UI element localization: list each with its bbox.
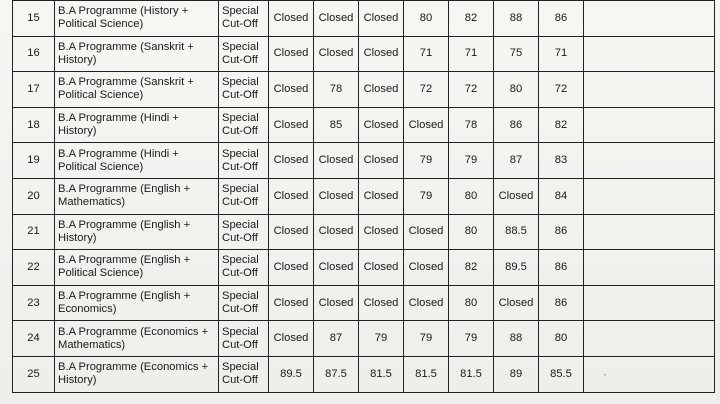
category-cell: Special Cut-Off (219, 72, 269, 108)
table-row (13, 1, 715, 37)
cutoff-value-cell: 82 (539, 107, 584, 143)
empty-cell (584, 143, 715, 179)
cutoff-value-cell: Closed (359, 285, 404, 321)
cutoff-value-cell: 86 (539, 1, 584, 37)
cutoff-value-cell: Closed (359, 107, 404, 143)
course-name-cell: B.A Programme (Economics + Mathematics) (55, 321, 219, 357)
empty-cell (584, 214, 715, 250)
margin-mark: ʼ (604, 373, 606, 383)
cutoff-value-cell: 80 (539, 321, 584, 357)
cutoff-value-cell: 85 (314, 107, 359, 143)
cutoff-value-cell: Closed (269, 143, 314, 179)
cutoff-value-cell: 85.5 (539, 356, 584, 392)
course-name-cell: B.A Programme (Hindi + History) (55, 107, 219, 143)
cutoff-value-cell: Closed (404, 214, 449, 250)
cutoff-value-cell: Closed (269, 178, 314, 214)
cutoff-value-cell: 71 (449, 36, 494, 72)
serial-number-cell: 19 (13, 143, 55, 179)
category-cell: Special Cut-Off (219, 321, 269, 357)
empty-cell (584, 1, 715, 37)
empty-cell (584, 285, 715, 321)
cutoff-value-cell: Closed (269, 285, 314, 321)
course-name-cell: B.A Programme (Economics + History) (55, 356, 219, 392)
cutoff-value-cell: 88 (494, 1, 539, 37)
cutoff-value-cell: Closed (404, 285, 449, 321)
serial-number-cell: 22 (13, 250, 55, 286)
table-row (13, 250, 715, 286)
cutoff-value-cell: Closed (269, 1, 314, 37)
cutoff-value-cell: 86 (539, 250, 584, 286)
cutoff-value-cell: 81.5 (404, 356, 449, 392)
cutoff-table-body (13, 1, 715, 393)
cutoff-value-cell: Closed (269, 36, 314, 72)
category-cell: Special Cut-Off (219, 36, 269, 72)
cutoff-table (12, 0, 715, 393)
cutoff-value-cell: 88 (494, 321, 539, 357)
cutoff-value-cell: Closed (494, 178, 539, 214)
serial-number-cell: 16 (13, 36, 55, 72)
cutoff-value-cell: Closed (494, 285, 539, 321)
empty-cell (584, 107, 715, 143)
cutoff-value-cell: Closed (269, 107, 314, 143)
cutoff-value-cell: Closed (359, 1, 404, 37)
serial-number-cell: 25 (13, 356, 55, 392)
course-name-cell: B.A Programme (English + Mathematics) (55, 178, 219, 214)
cutoff-value-cell: 89.5 (269, 356, 314, 392)
serial-number-cell: 20 (13, 178, 55, 214)
cutoff-value-cell: 80 (404, 1, 449, 37)
cutoff-value-cell: Closed (269, 214, 314, 250)
empty-cell (584, 250, 715, 286)
cutoff-value-cell: 72 (539, 72, 584, 108)
cutoff-value-cell: 81.5 (449, 356, 494, 392)
category-cell: Special Cut-Off (219, 356, 269, 392)
cutoff-value-cell: Closed (314, 178, 359, 214)
cutoff-value-cell: Closed (314, 214, 359, 250)
cutoff-value-cell: 72 (404, 72, 449, 108)
cutoff-value-cell: 89.5 (494, 250, 539, 286)
serial-number-cell: 24 (13, 321, 55, 357)
cutoff-value-cell: 87 (314, 321, 359, 357)
course-name-cell: B.A Programme (History + Political Science) (55, 1, 219, 37)
cutoff-value-cell: Closed (314, 285, 359, 321)
empty-cell (584, 36, 715, 72)
course-name-cell: B.A Programme (Sanskrit + History) (55, 36, 219, 72)
cutoff-value-cell: 79 (359, 321, 404, 357)
category-cell: Special Cut-Off (219, 285, 269, 321)
cutoff-value-cell: Closed (269, 321, 314, 357)
cutoff-value-cell: 89 (494, 356, 539, 392)
cutoff-value-cell: 79 (404, 178, 449, 214)
cutoff-value-cell: 82 (449, 1, 494, 37)
table-row (13, 178, 715, 214)
category-cell: Special Cut-Off (219, 250, 269, 286)
cutoff-value-cell: 71 (404, 36, 449, 72)
cutoff-value-cell: 79 (404, 321, 449, 357)
table-row (13, 356, 715, 392)
cutoff-value-cell: 79 (449, 143, 494, 179)
cutoff-value-cell: 86 (494, 107, 539, 143)
cutoff-value-cell: Closed (359, 250, 404, 286)
table-row (13, 107, 715, 143)
cutoff-value-cell: 87.5 (314, 356, 359, 392)
cutoff-value-cell: 79 (404, 143, 449, 179)
cutoff-value-cell: 84 (539, 178, 584, 214)
cutoff-value-cell: Closed (314, 143, 359, 179)
category-cell: Special Cut-Off (219, 178, 269, 214)
cutoff-value-cell: 80 (449, 178, 494, 214)
cutoff-value-cell: 86 (539, 214, 584, 250)
cutoff-value-cell: 80 (449, 214, 494, 250)
serial-number-cell: 21 (13, 214, 55, 250)
empty-cell (584, 178, 715, 214)
cutoff-value-cell: Closed (404, 250, 449, 286)
cutoff-value-cell: Closed (269, 250, 314, 286)
empty-cell (584, 321, 715, 357)
cutoff-value-cell: 71 (539, 36, 584, 72)
course-name-cell: B.A Programme (English + Economics) (55, 285, 219, 321)
cutoff-value-cell: 75 (494, 36, 539, 72)
course-name-cell: B.A Programme (English + Political Science) (55, 250, 219, 286)
cutoff-value-cell: 82 (449, 250, 494, 286)
cutoff-value-cell: Closed (359, 214, 404, 250)
empty-cell (584, 72, 715, 108)
table-row (13, 214, 715, 250)
category-cell: Special Cut-Off (219, 107, 269, 143)
cutoff-value-cell: 79 (449, 321, 494, 357)
category-cell: Special Cut-Off (219, 1, 269, 37)
cutoff-value-cell: Closed (314, 36, 359, 72)
cutoff-value-cell: Closed (314, 1, 359, 37)
serial-number-cell: 18 (13, 107, 55, 143)
cutoff-value-cell: Closed (404, 107, 449, 143)
cutoff-value-cell: 88.5 (494, 214, 539, 250)
category-cell: Special Cut-Off (219, 214, 269, 250)
course-name-cell: B.A Programme (Hindi + Political Science) (55, 143, 219, 179)
cutoff-value-cell: 72 (449, 72, 494, 108)
cutoff-value-cell: Closed (359, 36, 404, 72)
cutoff-value-cell: 80 (449, 285, 494, 321)
cutoff-value-cell: Closed (359, 143, 404, 179)
table-row (13, 36, 715, 72)
cutoff-value-cell: 83 (539, 143, 584, 179)
cutoff-value-cell: 87 (494, 143, 539, 179)
category-cell: Special Cut-Off (219, 143, 269, 179)
course-name-cell: B.A Programme (Sanskrit + Political Science) (55, 72, 219, 108)
serial-number-cell: 15 (13, 1, 55, 37)
cutoff-value-cell: Closed (359, 72, 404, 108)
cutoff-value-cell: 86 (539, 285, 584, 321)
cutoff-value-cell: 78 (449, 107, 494, 143)
table-row (13, 321, 715, 357)
cutoff-value-cell: Closed (314, 250, 359, 286)
serial-number-cell: 17 (13, 72, 55, 108)
table-row (13, 143, 715, 179)
cutoff-value-cell: 78 (314, 72, 359, 108)
cutoff-value-cell: Closed (269, 72, 314, 108)
table-row (13, 285, 715, 321)
course-name-cell: B.A Programme (English + History) (55, 214, 219, 250)
serial-number-cell: 23 (13, 285, 55, 321)
cutoff-value-cell: 81.5 (359, 356, 404, 392)
cutoff-value-cell: 80 (494, 72, 539, 108)
table-row (13, 72, 715, 108)
cutoff-value-cell: Closed (359, 178, 404, 214)
